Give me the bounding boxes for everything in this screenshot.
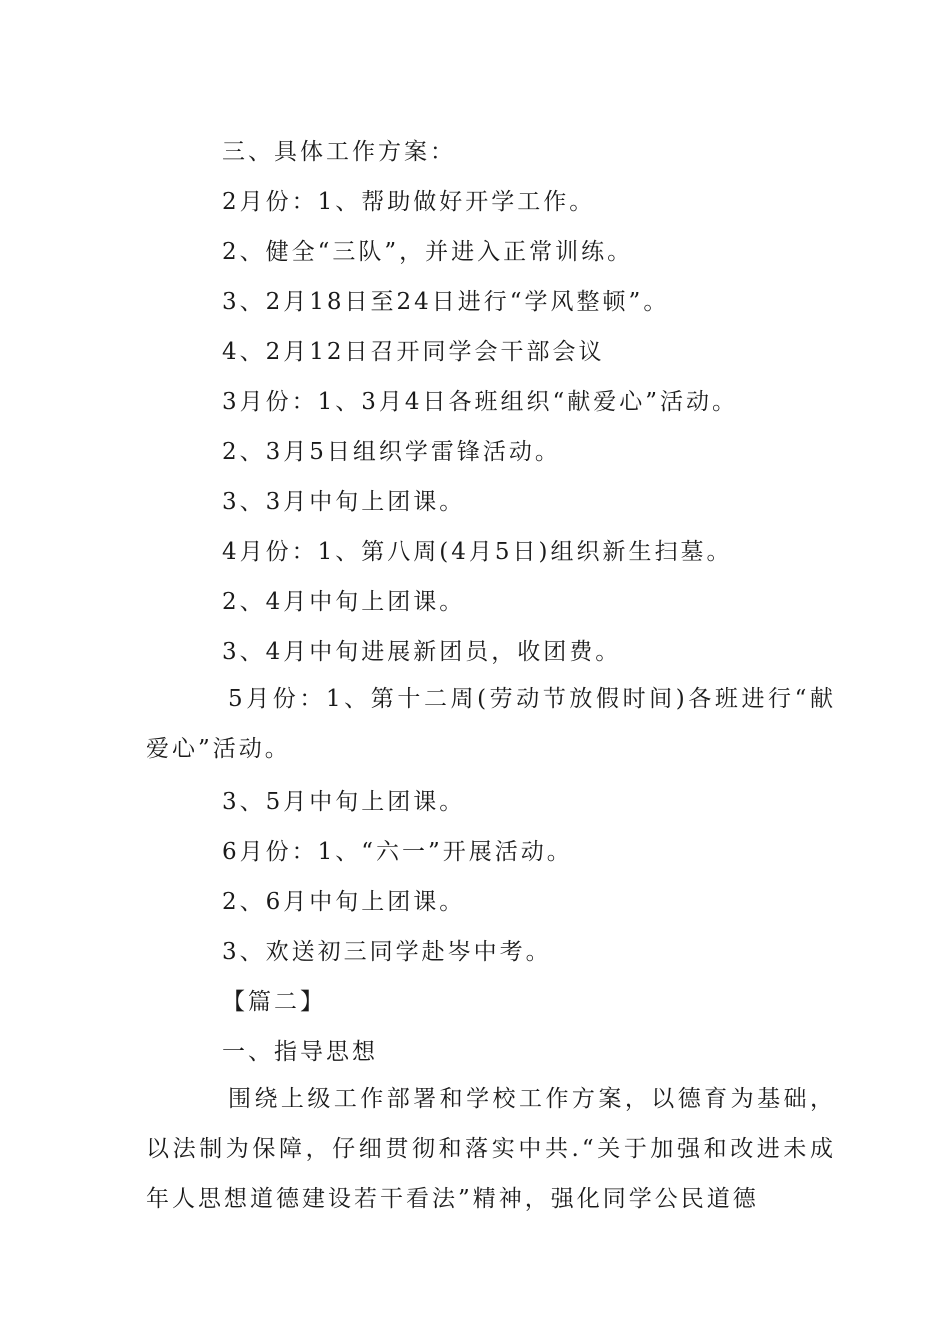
text-line: 2月份：1、帮助做好开学工作。: [222, 189, 596, 215]
text-line: 3、3月中旬上团课。: [222, 489, 466, 515]
text-line: 2、健全“三队”，并进入正常训练。: [222, 239, 634, 265]
body-paragraph: 围绕上级工作部署和学校工作方案，以德育为基础，以法制为保障，仔细贯彻和落实中共.“关于加强和改进未成年人思想道德建设若干看法”精神，强化同学公民道德: [146, 1086, 836, 1212]
section-marker: 【篇二】: [222, 989, 326, 1015]
text-line: 2、3月5日组织学雷锋活动。: [222, 439, 561, 465]
text-line: 2、4月中旬上团课。: [222, 589, 466, 615]
text-line: 6月份：1、“六一”开展活动。: [222, 839, 573, 865]
text-line: 3、2月18日至24日进行“学风整顿”。: [222, 289, 670, 315]
section-heading: 三、具体工作方案：: [222, 139, 456, 165]
text-line: 3月份：1、3月4日各班组织“献爱心”活动。: [222, 389, 739, 415]
text-line: 3、5月中旬上团课。: [222, 789, 466, 815]
section-heading: 一、指导思想: [222, 1039, 378, 1065]
text-line: 2、6月中旬上团课。: [222, 889, 466, 915]
may-paragraph: 5月份：1、第十二周(劳动节放假时间)各班进行“献爱心”活动。: [146, 686, 836, 762]
text-line: 3、4月中旬进展新团员，收团费。: [222, 639, 622, 665]
text-line: 4、2月12日召开同学会干部会议: [222, 339, 605, 365]
text-line: 3、欢送初三同学赴岑中考。: [222, 939, 552, 965]
text-line: 4月份：1、第八周(4月5日)组织新生扫墓。: [222, 539, 733, 565]
